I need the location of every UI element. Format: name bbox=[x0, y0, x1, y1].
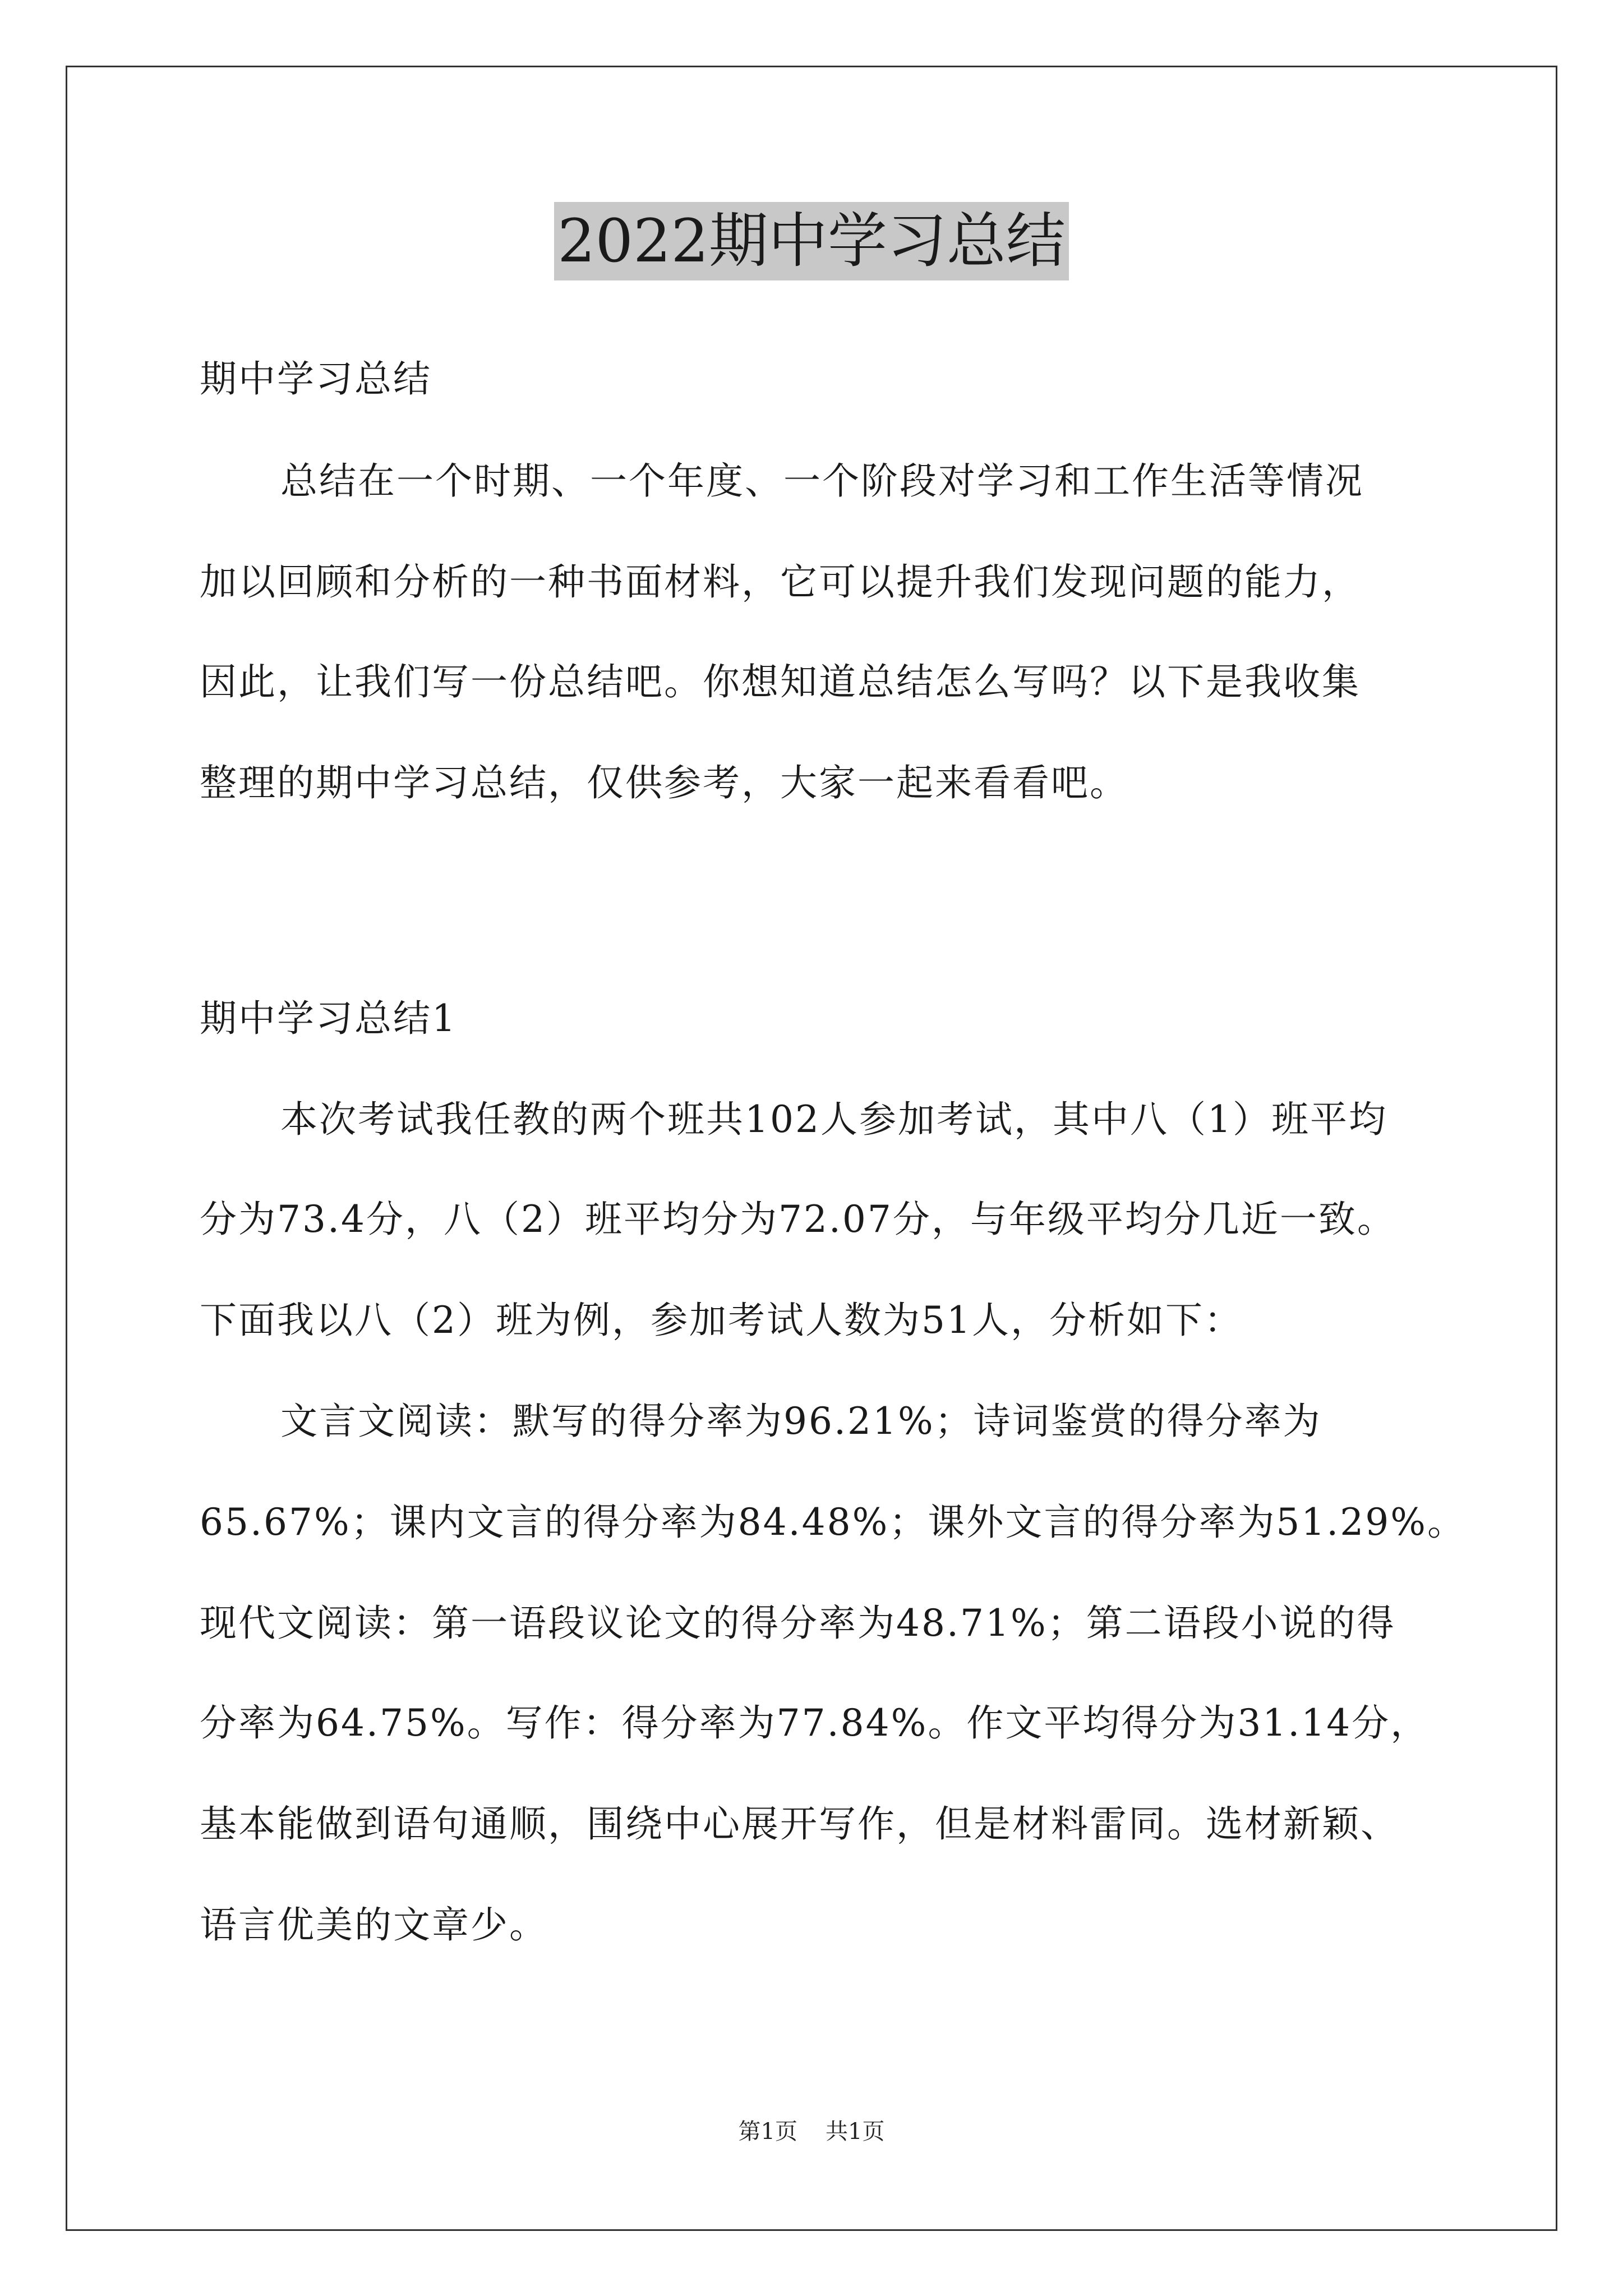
paragraph-line: 下面我以八（2）班为例，参加考试人数为51人，分析如下： bbox=[200, 1299, 1243, 1342]
page-footer bbox=[0, 2115, 1623, 2148]
page-number: 第1页 bbox=[738, 2119, 797, 2145]
paragraph-line: 文言文阅读：默写的得分率为96.21%；诗词鉴赏的得分率为 bbox=[280, 1400, 1322, 1443]
paragraph-line: 因此，让我们写一份总结吧。你想知道总结怎么写吗？以下是我收集 bbox=[200, 660, 1361, 703]
paragraph-line: 本次考试我任教的两个班共102人参加考试，其中八（1）班平均 bbox=[280, 1098, 1387, 1141]
paragraph-line: 分率为64.75%。写作：得分率为77.84%。作文平均得分为31.14分， bbox=[200, 1701, 1430, 1745]
paragraph-line: 分为73.4分，八（2）班平均分为72.07分，与年级平均分几近一致。 bbox=[200, 1198, 1396, 1241]
document-title: 2022期中学习总结 bbox=[554, 202, 1069, 280]
section-heading: 期中学习总结1 bbox=[200, 997, 457, 1040]
paragraph-line: 现代文阅读：第一语段议论文的得分率为48.71%；第二语段小说的得 bbox=[200, 1602, 1396, 1645]
paragraph-line: 加以回顾和分析的一种书面材料，它可以提升我们发现问题的能力， bbox=[200, 560, 1361, 604]
page-count: 共1页 bbox=[826, 2119, 885, 2145]
section-heading: 期中学习总结 bbox=[200, 357, 432, 401]
paragraph-line: 基本能做到语句通顺，围绕中心展开写作，但是材料雷同。选材新颖、 bbox=[200, 1802, 1399, 1846]
title-container bbox=[0, 202, 1623, 280]
paragraph-line: 整理的期中学习总结，仅供参考，大家一起来看看吧。 bbox=[200, 761, 1128, 804]
paragraph-line: 语言优美的文章少。 bbox=[200, 1903, 548, 1947]
paragraph-line: 65.67%；课内文言的得分率为84.48%；课外文言的得分率为51.29%。 bbox=[200, 1501, 1466, 1544]
paragraph-line: 总结在一个时期、一个年度、一个阶段对学习和工作生活等情况 bbox=[280, 459, 1364, 503]
